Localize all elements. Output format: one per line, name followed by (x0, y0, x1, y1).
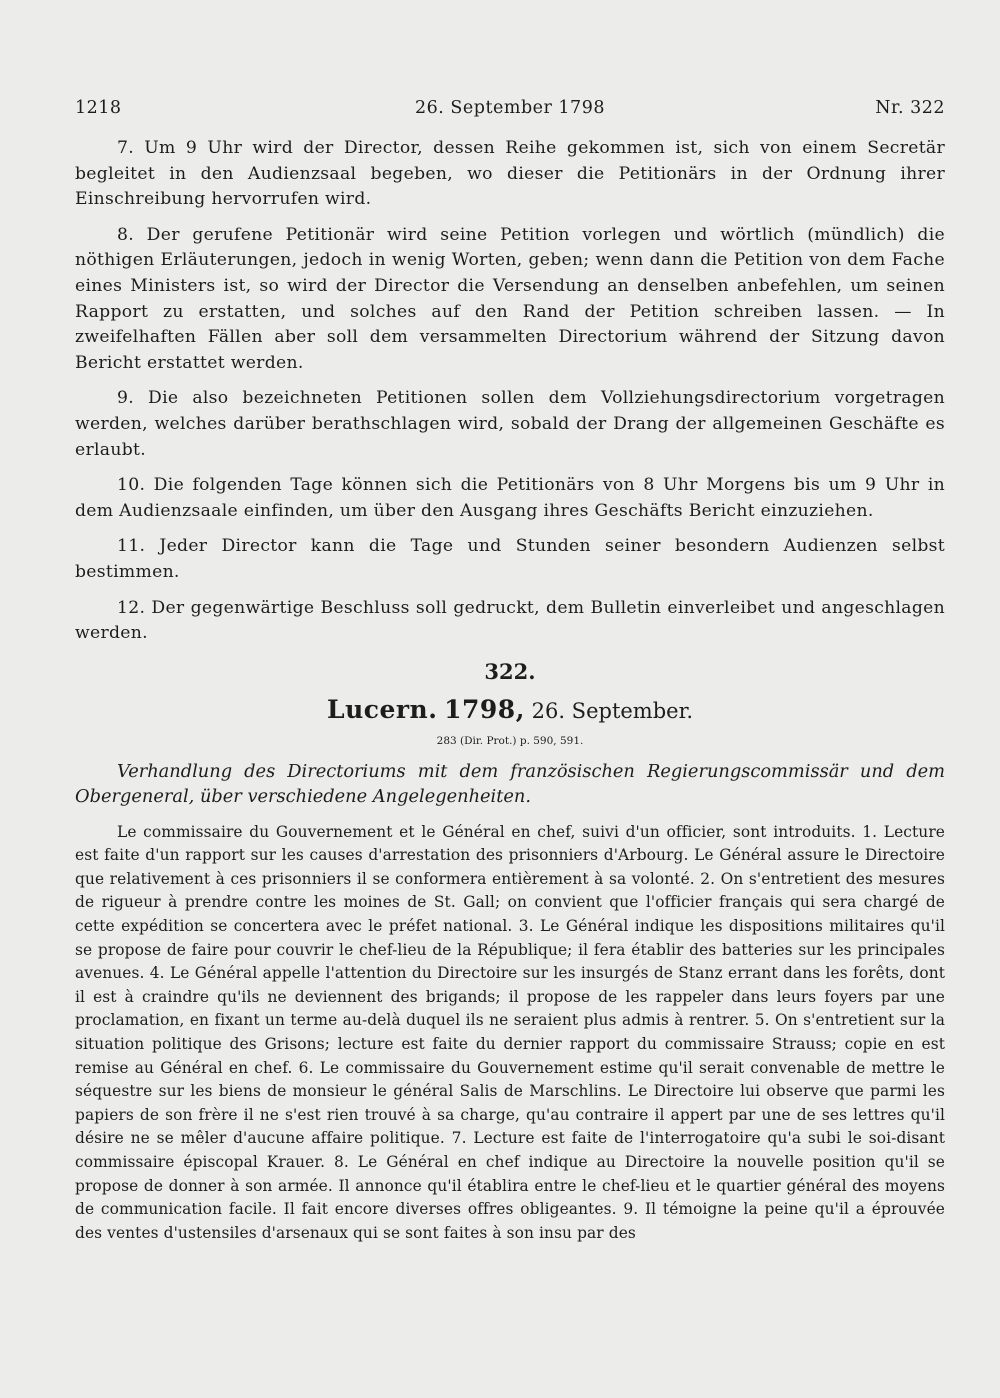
german-text (75, 136, 945, 647)
page-number: 1218 (75, 98, 122, 118)
paragraph-12: 12. Der gegenwärtige Beschluss soll gedruckt, dem Bulletin einverleibet und angeschlagen werden. (75, 597, 945, 644)
paragraph-8: 8. Der gerufene Petitionär wird seine Petition vorlegen und wörtlich (mündlich) die nöthigen Erläuterungen, jedoch in wenig Worten, geben; wenn dann die Petition von dem Fache eines Ministers ist, so wird der Director die Versendung an denselben anbefehlen, um seinen Rapport zu erstatten, und solches auf den Rand der Petition schreiben lassen. — In zweifelhaften Fällen aber soll dem versammelten Directorium während der Sitzung davon Bericht erstattet werden. (75, 224, 945, 373)
year: 1798, (444, 694, 525, 724)
document-number: 322. (484, 658, 536, 684)
paragraph-11: 11. Jeder Director kann die Tage und Stunden seiner besondern Audienzen selbst bestimmen. (75, 536, 945, 582)
french-text: Le commissaire du Gouvernement et le Général en chef, suivi d'un officier, sont introduits. 1. Lecture est faite d'un rapport sur les causes d'arrestation des prisonniers d'Arbourg. Le Général assure le Directoire que relativement à ces prisonniers il se conformera entièrement à sa volonté. 2. On s'entretient des mesures de rigueur à prendre contre les moines de St. Gall; on convient que l'officier français qui sera chargé de cette expédition se concertera avec le préfet national. 3. Le Général indique les dispositions militaires qu'il se propose de faire pour couvrir le chef-lieu de la République; il fera établir des batteries sur les principales avenues. 4. Le Général appelle l'attention du Directoire sur les insurgés de Stanz errant dans les forêts, dont il est à craindre qu'ils ne deviennent des brigands; il propose de les rappeler dans leurs foyers par une proclamation, en fixant un terme au-delà duquel ils ne seraient plus admis à rentrer. 5. On s'entretient sur la situation politique des Grisons; lecture est faite du dernier rapport du commissaire Strauss; copie en est remise au Général en chef. 6. Le commissaire du Gouvernement estime qu'il serait convenable de mettre le séquestre sur les biens de monsieur le général Salis de Marschlins. Le Directoire lui observe que parmi les papiers de son frère il ne s'est rien trouvé à sa charge, qu'au contraire il appert par une de ses lettres qu'il désire ne se mêler d'aucune affaire politique. 7. Lecture est faite de l'interrogatoire qu'a subi le soi-disant commissaire épiscopal Krauer. 8. Le Général en chef indique au Directoire la nouvelle position qu'il se propose de donner à son armée. Il annonce qu'il établira entre le chef-lieu et le quartier général des moyens de communication facile. Il fait encore diverses offres obligeantes. 9. Il témoigne la peine qu'il a éprouvée des ventes d'ustensiles d'arsenaux qui se sont faites à son insu par des (75, 822, 945, 1242)
paragraph-7: 7. Um 9 Uhr wird der Director, dessen Reihe gekommen ist, sich von einem Secretär begleitet in den Audienzsaal begeben, wo dieser die Petitionärs in der Ordnung ihrer Einschreibung hervorrufen wird. (75, 138, 945, 210)
source-reference: 283 (Dir. Prot.) p. 590, 591. (436, 734, 584, 747)
date: 26. September. (531, 698, 693, 723)
document-reference: Nr. 322 (875, 98, 945, 118)
paragraph-10: 10. Die folgenden Tage können sich die Petitionärs von 8 Uhr Morgens bis um 9 Uhr in dem Audienzsaale einfinden, um über den Ausgang ihres Geschäfts Bericht einzuziehen. (75, 475, 945, 521)
page-body (75, 136, 945, 1245)
document-summary: Verhandlung des Directoriums mit dem französischen Regierungscommissär und dem Obergeneral, über verschiedene Angelegenheiten. (75, 760, 945, 807)
running-head (75, 98, 945, 126)
place-and-date (75, 693, 945, 727)
paragraph-9: 9. Die also bezeichneten Petitionen sollen dem Vollziehungsdirectorium vorgetragen werden, welches darüber berathschlagen wird, sobald der Drang der allgemeinen Geschäfte es erlaubt. (75, 388, 945, 460)
place-name: Lucern. (327, 694, 438, 724)
document-heading (75, 657, 945, 751)
running-head-date: 26. September 1798 (415, 98, 605, 118)
